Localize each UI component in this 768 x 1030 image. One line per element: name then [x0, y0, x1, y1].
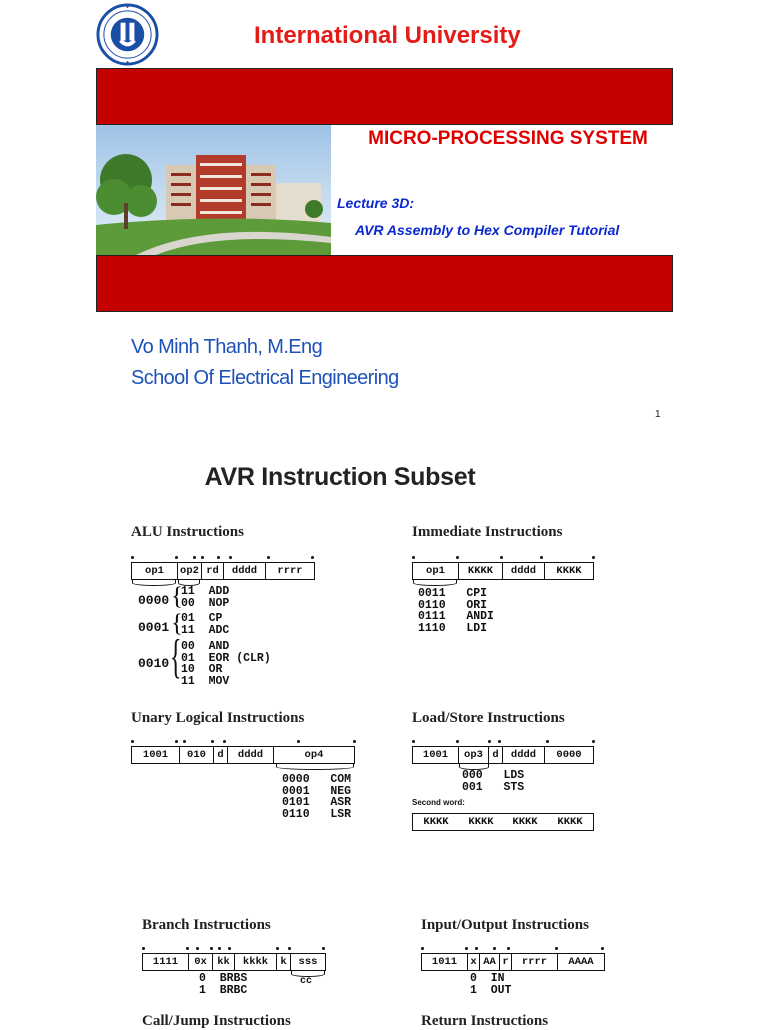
banner-bottom [96, 255, 673, 312]
field-kkkk: KKKK [423, 816, 449, 828]
alu-group-0010 [181, 641, 271, 687]
list-item: 11 ADD [181, 585, 230, 598]
field-aa: AA [480, 954, 500, 970]
field-opcode: 1011 [422, 954, 468, 970]
field-kkkk: KKKK [512, 816, 538, 828]
list-item: 0000 COM [282, 773, 352, 786]
field-dddd: dddd [503, 563, 545, 579]
slide-title: AVR Instruction Subset [204, 463, 476, 491]
list-item: 0101 ASR [282, 796, 352, 809]
list-item: 1 BRBC [199, 983, 248, 997]
unary-encoding [131, 746, 355, 764]
io-heading: Input/Output Instructions [421, 917, 589, 933]
brace-glyph: { [171, 610, 183, 637]
io-list [470, 973, 511, 996]
alu-group-0001 [181, 613, 229, 636]
field-op4: op4 [304, 749, 324, 761]
field-opcode: 010 [180, 747, 214, 763]
loadstore-encoding [412, 746, 594, 764]
list-item: 01 CP [181, 612, 223, 625]
field-sss: sss [298, 956, 318, 968]
branch-heading: Branch Instructions [142, 917, 271, 933]
field-kkkk: kkkk [235, 954, 277, 970]
second-word-encoding [412, 813, 594, 831]
loadstore-heading: Load/Store Instructions [412, 710, 565, 726]
unary-list [282, 774, 351, 820]
field-d: d [214, 747, 228, 763]
field-op3: op3 [459, 747, 489, 763]
field-d: d [489, 747, 503, 763]
immediate-heading: Immediate Instructions [412, 524, 563, 540]
return-heading: Return Instructions [421, 1013, 549, 1029]
second-word-label: Second word: [412, 798, 465, 807]
field-rd: rd [202, 563, 224, 579]
alu-group-0000 [181, 586, 229, 609]
alu-prefix-0010: 0010 [138, 656, 170, 671]
alu-encoding [131, 562, 315, 580]
field-kkkk: KKKK [556, 565, 582, 577]
page-number: 1 [655, 409, 661, 420]
university-name: International University [254, 22, 521, 49]
field-opcode: 1001 [413, 747, 459, 763]
op1-brace [413, 580, 457, 586]
op1-brace [132, 580, 176, 586]
field-kkkk: KKKK [468, 816, 494, 828]
field-opcode: 1001 [132, 747, 180, 763]
banner-top [96, 68, 673, 125]
list-item: 0110 ORI [418, 598, 488, 612]
field-kkkk: KKKK [557, 816, 583, 828]
list-item: 10 OR [181, 663, 223, 676]
list-item: 0001 NEG [282, 784, 352, 798]
field-op2: op2 [178, 563, 202, 579]
branch-list [199, 973, 247, 996]
field-kk: kk [213, 954, 235, 970]
list-item: 00 NOP [181, 596, 230, 610]
branch-encoding [142, 953, 326, 971]
lecture-topic: AVR Assembly to Hex Compiler Tutorial [355, 222, 620, 238]
call-jump-heading: Call/Jump Instructions [142, 1013, 291, 1029]
author-school: School Of Electrical Engineering [131, 367, 399, 389]
op4-brace [276, 764, 354, 770]
field-kkkk: KKKK [459, 563, 503, 579]
alu-prefix-0001: 0001 [138, 620, 170, 635]
list-item: 00 AND [181, 640, 230, 653]
immediate-encoding [412, 562, 594, 580]
lecture-number: Lecture 3D: [337, 195, 415, 211]
list-item: 01 EOR (CLR) [181, 651, 271, 665]
list-item: 11 ADC [181, 623, 230, 637]
author-name: Vo Minh Thanh, M.Eng [131, 336, 323, 358]
unary-heading: Unary Logical Instructions [131, 710, 305, 726]
list-item: 1110 LDI [418, 621, 488, 635]
alu-heading: ALU Instructions [131, 524, 244, 540]
list-item: 000 LDS [462, 769, 525, 782]
course-title: MICRO-PROCESSING SYSTEM [368, 128, 648, 149]
field-rrrr: rrrr [512, 954, 558, 970]
field-r: r [500, 954, 512, 970]
field-x: x [468, 954, 480, 970]
field-opcode: 0x [189, 954, 213, 970]
campus-photo [96, 125, 331, 255]
list-item: 0 IN [470, 972, 505, 985]
cc-label: cc [300, 976, 313, 987]
field-aaaa: AAAA [568, 956, 594, 968]
field-opcode: 1111 [143, 954, 189, 970]
field-opcode: 0000 [556, 749, 582, 761]
field-rrrr: rrrr [277, 565, 303, 577]
brace-glyph: { [170, 630, 182, 683]
list-item: 0011 CPI [418, 587, 488, 600]
field-k: k [277, 954, 291, 970]
alu-prefix-0000: 0000 [138, 593, 170, 608]
list-item: 1 OUT [470, 983, 512, 997]
list-item: 001 STS [462, 780, 525, 794]
list-item: 0111 ANDI [418, 610, 494, 623]
university-logo [96, 3, 159, 66]
brace-glyph: { [171, 583, 183, 610]
field-dddd: dddd [503, 747, 545, 763]
field-op1: op1 [413, 563, 459, 579]
list-item: 0110 LSR [282, 807, 352, 821]
field-op1: op1 [132, 563, 178, 579]
list-item: 11 MOV [181, 674, 230, 688]
loadstore-list [462, 770, 524, 793]
field-dddd: dddd [224, 563, 266, 579]
field-dddd: dddd [228, 747, 274, 763]
list-item: 0 BRBS [199, 972, 248, 985]
immediate-list [418, 588, 494, 634]
io-encoding [421, 953, 605, 971]
